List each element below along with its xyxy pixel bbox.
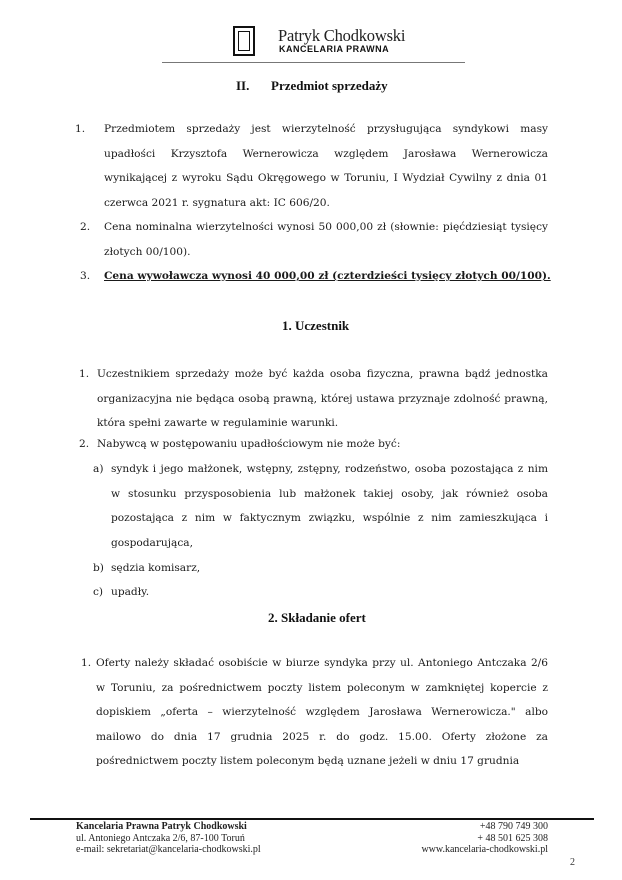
list-number: 1. [81, 657, 92, 669]
list-item-cena-nominalna: Cena nominalna wierzytelności wynosi 50 000,00 zł (słownie: pięćdziesiąt tysięcy złotych 00/100). [104, 221, 548, 258]
section-title-przedmiot: Przedmiot sprzedaży [271, 78, 388, 93]
list-number: 1. [75, 123, 86, 135]
list-number: 2. [80, 221, 91, 233]
list-item-uczestnik: Uczestnikiem sprzedaży może być każda osoba fizyczna, prawna bądź jednostka organizacyjna nie będąca osobą prawną, której ustawa przyznaje zdolność prawną, która spełni zawarte w regulaminie warunki. [97, 368, 548, 429]
sublist-label: a) [93, 463, 104, 475]
list-item-oferty: Oferty należy składać osobiście w biurze syndyka przy ul. Antoniego Antczaka 2/6 w Toruniu, za pośrednictwem poczty listem poleconym w zamkniętej kopercie z dopiskiem „oferta – wierzytelność względem Jarosława Wernerowicza." albo mailowo do dnia 17 grudnia 2025 r. do godz. 15.00. Oferty złożone za pośrednictwem poczty listem poleconym będą uznane jeżeli w dniu 17 grudnia [96, 657, 548, 767]
footer-divider [30, 818, 594, 820]
section-number: II. [236, 78, 250, 93]
sublist-label: c) [93, 586, 104, 598]
list-number: 1. [79, 368, 90, 380]
list-number: 2. [79, 438, 90, 450]
footer-firm-name: Kancelaria Prawna Patryk Chodkowski [76, 821, 247, 832]
footer-address: ul. Antoniego Antczaka 2/6, 87-100 Toruń [76, 832, 245, 844]
list-number: 3. [80, 270, 91, 282]
footer-email: e-mail: sekretariat@kancelaria-chodkowski.pl [76, 844, 261, 855]
footer-contact-right [421, 821, 548, 856]
footer-contact-left [76, 821, 261, 856]
list-item-przedmiot: Przedmiotem sprzedaży jest wierzytelność przysługująca syndykowi masy upadłości Krzysztofa Wernerowicza względem Jarosława Wernerowicza wynikającej z wyroku Sądu Okręgowego w Toruniu, I Wydział Cywilny z dnia 01 czerwca 2021 r. sygnatura akt: IC 606/20. [104, 123, 548, 209]
footer-website: www.kancelaria-chodkowski.pl [421, 844, 548, 855]
brand-name: Patryk Chodkowski [278, 26, 406, 45]
section-title-skladanie-ofert: 2. Składanie ofert [268, 610, 366, 625]
footer-phone-2: + 48 501 625 308 [477, 832, 548, 844]
list-item-nabywca: Nabywcą w postępowaniu upadłościowym nie może być: [97, 438, 401, 450]
brand-subtitle: KANCELARIA PRAWNA [279, 44, 390, 54]
logo-icon [233, 26, 255, 56]
sublist-label: b) [93, 562, 104, 574]
page-number: 2 [570, 857, 575, 868]
section-title-uczestnik: 1. Uczestnik [282, 318, 350, 333]
list-item-cena-wywolawcza: Cena wywoławcza wynosi 40 000,00 zł (czterdzieści tysięcy złotych 00/100). [104, 270, 551, 282]
sublist-item-sedzia: sędzia komisarz, [111, 562, 201, 574]
footer-phone-1: +48 790 749 300 [479, 821, 548, 832]
sublist-item-syndyk: syndyk i jego małżonek, wstępny, zstępny, rodzeństwo, osoba pozostająca z nim w stosunku przysposobienia lub małżonek takiej osoby, jak również osoba pozostająca z nim w faktycznym związku, wspólnie z nim zamieszkująca i gospodarująca, [111, 463, 548, 549]
header-divider [162, 62, 465, 63]
sublist-item-upadly: upadły. [111, 586, 150, 598]
